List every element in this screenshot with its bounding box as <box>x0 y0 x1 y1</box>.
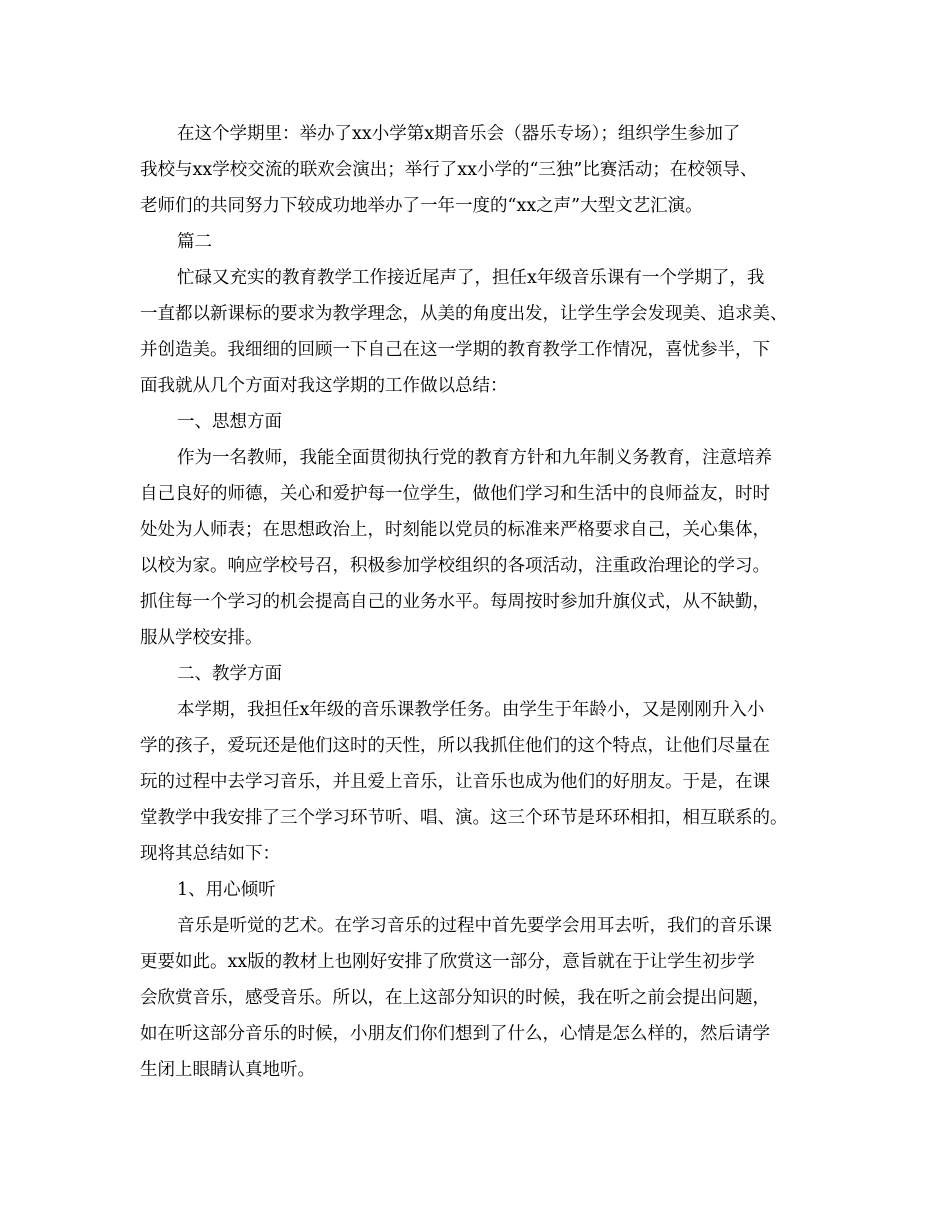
text-line: 并创造美。我细细的回顾一下自己在这一学期的教育教学工作情况，喜忧参半，下 <box>140 340 770 360</box>
text-line: 作为一名教师，我能全面贯彻执行党的教育方针和九年制义务教育，注意培养 <box>177 448 772 468</box>
text-line: 更要如此。xx版的教材上也刚好安排了欣赏这一部分，意旨就在于让学生初步学 <box>140 952 755 972</box>
text-line: 我校与xx学校交流的联欢会演出；举行了xx小学的“三独”比赛活动；在校领导、 <box>140 160 758 180</box>
text-line: 在这个学期里：举办了xx小学第x期音乐会（器乐专场）；组织学生参加了 <box>177 124 741 144</box>
text-line: 一直都以新课标的要求为教学理念，从美的角度出发，让学生学会发现美、追求美、 <box>140 304 788 324</box>
subsection-heading: 1、用心倾听 <box>177 880 276 900</box>
text-line: 抓住每一个学习的机会提高自己的业务水平。每周按时参加升旗仪式，从不缺勤， <box>140 592 770 612</box>
text-line: 音乐是听觉的艺术。在学习音乐的过程中首先要学会用耳去听，我们的音乐课 <box>177 916 772 936</box>
text-line: 处处为人师表；在思想政治上，时刻能以党员的标准来严格要求自己，关心集体， <box>140 520 770 540</box>
text-line: 堂教学中我安排了三个学习环节听、唱、演。这三个环节是环环相扣，相互联系的。 <box>140 808 788 828</box>
text-line: 生闭上眼睛认真地听。 <box>140 1060 315 1080</box>
section-title: 篇二 <box>177 232 212 252</box>
section-heading: 二、教学方面 <box>177 664 282 684</box>
text-line: 如在听这部分音乐的时候，小朋友们你们想到了什么，心情是怎么样的，然后请学 <box>140 1024 770 1044</box>
text-line: 现将其总结如下： <box>140 844 280 864</box>
text-line: 老师们的共同努力下较成功地举办了一年一度的“xx之声”大型文艺汇演。 <box>140 196 703 216</box>
text-line: 学的孩子，爱玩还是他们这时的天性，所以我抓住他们的这个特点，让他们尽量在 <box>140 736 770 756</box>
section-heading: 一、思想方面 <box>177 412 282 432</box>
text-line: 会欣赏音乐，感受音乐。所以，在上这部分知识的时候，我在听之前会提出问题， <box>140 988 770 1008</box>
text-line: 服从学校安排。 <box>140 628 263 648</box>
text-line: 忙碌又充实的教育教学工作接近尾声了，担任x年级音乐课有一个学期了，我 <box>177 268 765 288</box>
text-line: 以校为家。响应学校号召，积极参加学校组织的各项活动，注重政治理论的学习。 <box>140 556 770 576</box>
text-line: 面我就从几个方面对我这学期的工作做以总结： <box>140 376 508 396</box>
text-line: 自己良好的师德，关心和爱护每一位学生，做他们学习和生活中的良师益友，时时 <box>140 484 770 504</box>
text-line: 本学期，我担任x年级的音乐课教学任务。由学生于年龄小，又是刚刚升入小 <box>177 700 765 720</box>
text-line: 玩的过程中去学习音乐，并且爱上音乐，让音乐也成为他们的好朋友。于是，在课 <box>140 772 770 792</box>
